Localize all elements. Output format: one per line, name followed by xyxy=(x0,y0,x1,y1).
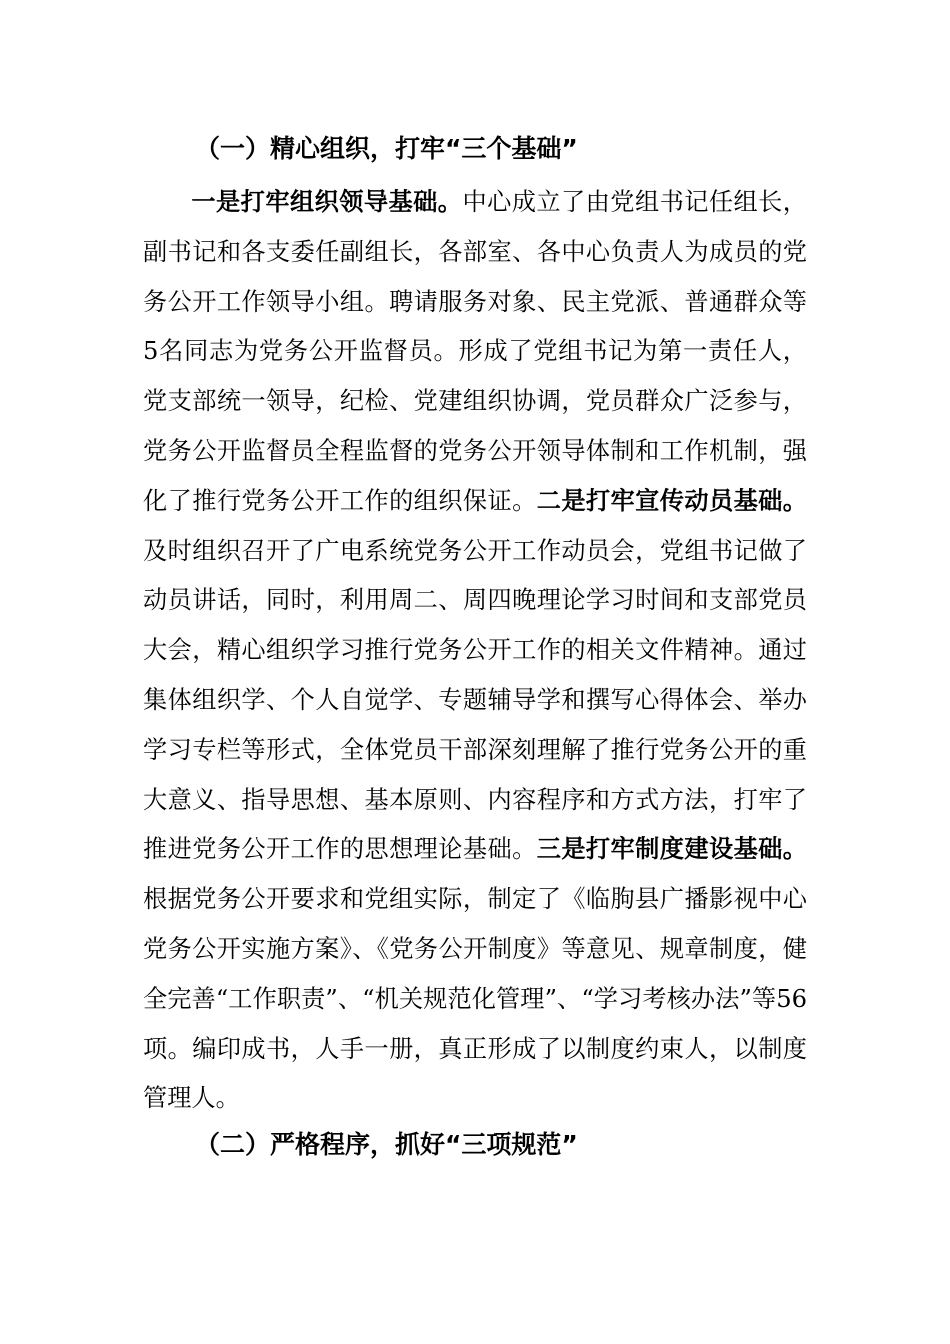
paragraph-text-1: 中心成立了由党组书记任组长，副书记和各支委任副组长，各部室、各中心负责人为成员的党务公开工作领导小组。聘请服务对象、民主党派、普通群众等5名同志为党务公开监督员。形成了党组书记为第一责任人，党支部统一领导，纪检、党建组织协调，党员群众广泛参与，党务公开监督员全程监督的党务公开领导体制和工作机制，强化了推行党务公开工作的组织保证。 xyxy=(143,188,807,515)
paragraph-text-2: 及时组织召开了广电系统党务公开工作动员会，党组书记做了动员讲话，同时，利用周二、周四晚理论学习时间和支部党员大会，精心组织学习推行党务公开工作的相关文件精神。通过集体组织学、个人自觉学、专题辅导学和撰写心得体会、举办学习专栏等形式，全体党员干部深刻理解了推行党务公开的重大意义、指导思想、基本原则、内容程序和方式方法，打牢了推进党务公开工作的思想理论基础。 xyxy=(143,536,807,864)
lead-phrase-3: 三是打牢制度建设基础。 xyxy=(536,835,807,864)
paragraph-text-3: 根据党务公开要求和党组实际，制定了《临朐县广播影视中心党务公开实施方案》、《党务公开制度》等意见、规章制度，健全完善“工作职责”、“机关规范化管理”、“学习考核办法”等56项。编印成书，人手一册，真正形成了以制度约束人，以制度管理人。 xyxy=(143,885,807,1113)
lead-phrase-2: 二是打牢宣传动员基础。 xyxy=(536,486,807,515)
section-heading-2: （二）严格程序，抓好“三项规范” xyxy=(195,1130,578,1159)
section-heading-1: （一）精心组织，打牢“三个基础” xyxy=(195,134,578,163)
body-paragraph xyxy=(143,178,807,1124)
lead-phrase-1: 一是打牢组织领导基础。 xyxy=(191,188,463,216)
